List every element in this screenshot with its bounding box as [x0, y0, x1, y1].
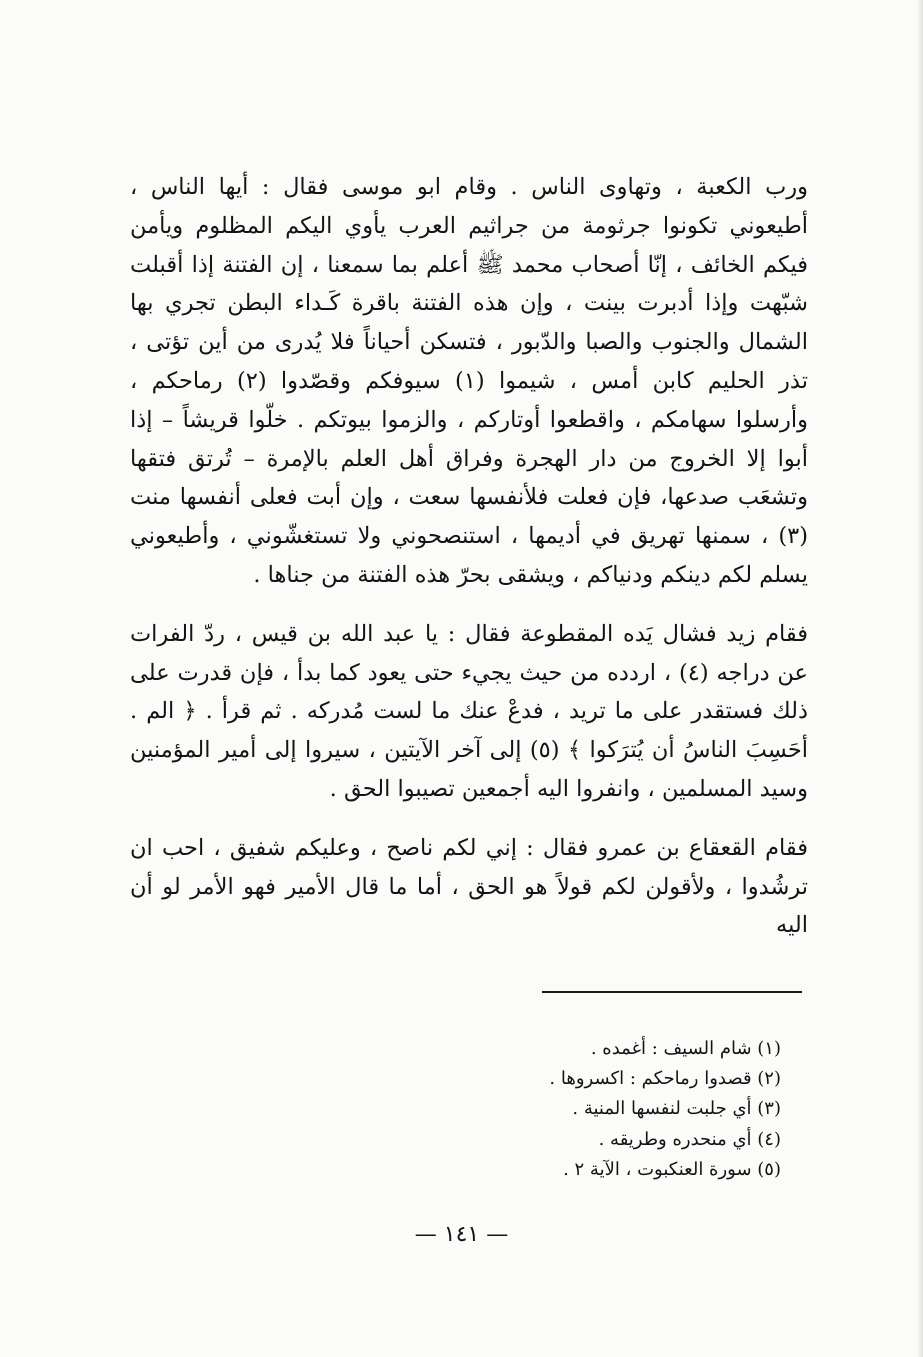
page-number: — ١٤١ — — [414, 1222, 509, 1247]
footnote-divider — [542, 991, 802, 993]
footnote-5: (٥) سورة العنكبوت ، الآية ٢ . — [563, 1158, 781, 1180]
scan-edge-shadow — [917, 0, 923, 1357]
footnote-3: (٣) أي جلبت لنفسها المنية . — [572, 1098, 781, 1120]
paragraph-3: فقام القعقاع بن عمرو فقال : إني لكم ناصح ، وعليكم شفيق ، احب ان ترشُدوا ، ولأقولن لكم قولاً هو الحق ، أما ما قال الأمير فهو الأمر لو أن اليه — [130, 834, 808, 939]
footnote-2: (٢) قصدوا رماحكم : اكسروها . — [549, 1068, 781, 1090]
footnotes — [430, 1034, 781, 1185]
footnote-4: (٤) أي منحدره وطريقه . — [598, 1128, 781, 1150]
footnote-1: (١) شام السيف : أغمده . — [590, 1038, 781, 1059]
page-body — [130, 168, 808, 945]
paragraph-2: فقام زيد فشال يَده المقطوعة فقال : يا عبد الله بن قيس ، ردّ الفرات عن دراجه (٤) ، اردده من حيث يجيء حتى يعود كما بدأ ، فإن قدرت على ذلك فستقدر على ما تريد ، فدعْ عنك ما لست مُدركه . ثم قرأ . ﴿ الم . أحَسِبَ الناسُ أن يُترَكوا ﴾ (٥) إلى آخر الآيتين ، سيروا إلى أمير المؤمنين وسيد المسلمين ، وانفروا اليه أجمعين تصيبوا الحق . — [130, 620, 808, 802]
paragraph-1: ورب الكعبة ، وتهاوى الناس . وقام ابو موسى فقال : أيها الناس ، أطيعوني تكونوا جرثومة من جراثيم العرب يأوي اليكم المظلوم ويأمن فيكم الخائف ، إنّا أصحاب محمد ﷺ أعلم بما سمعنا ، إن الفتنة إذا أقبلت شبّهت وإذا أدبرت بينت ، وإن هذه الفتنة باقرة كَـداء البطن تجري بها الشمال والجنوب والصبا والدّبور ، فتسكن أحياناً فلا يُدرى من أين تؤتى ، تذر الحليم كابن أمس ، شيموا (١) سيوفكم وقصّدوا (٢) رماحكم ، وأرسلوا سهامكم ، واقطعوا أوتاركم ، والزموا بيوتكم . خلّوا قريشاً – إذا أبوا إلا الخروج من دار الهجرة وفراق أهل العلم بالإمرة – تُرتق فتقها وتشعَب صدعها، فإن فعلت فلأنفسها سعت ، وإن أبت فعلى أنفسها منت (٣) ، سمنها تهريق في أديمها ، استنصحوني ولا تستغشّوني ، وأطيعوني يسلم لكم دينكم ودنياكم ، ويشقى بحرّ هذه الفتنة من جناها . — [130, 174, 808, 588]
